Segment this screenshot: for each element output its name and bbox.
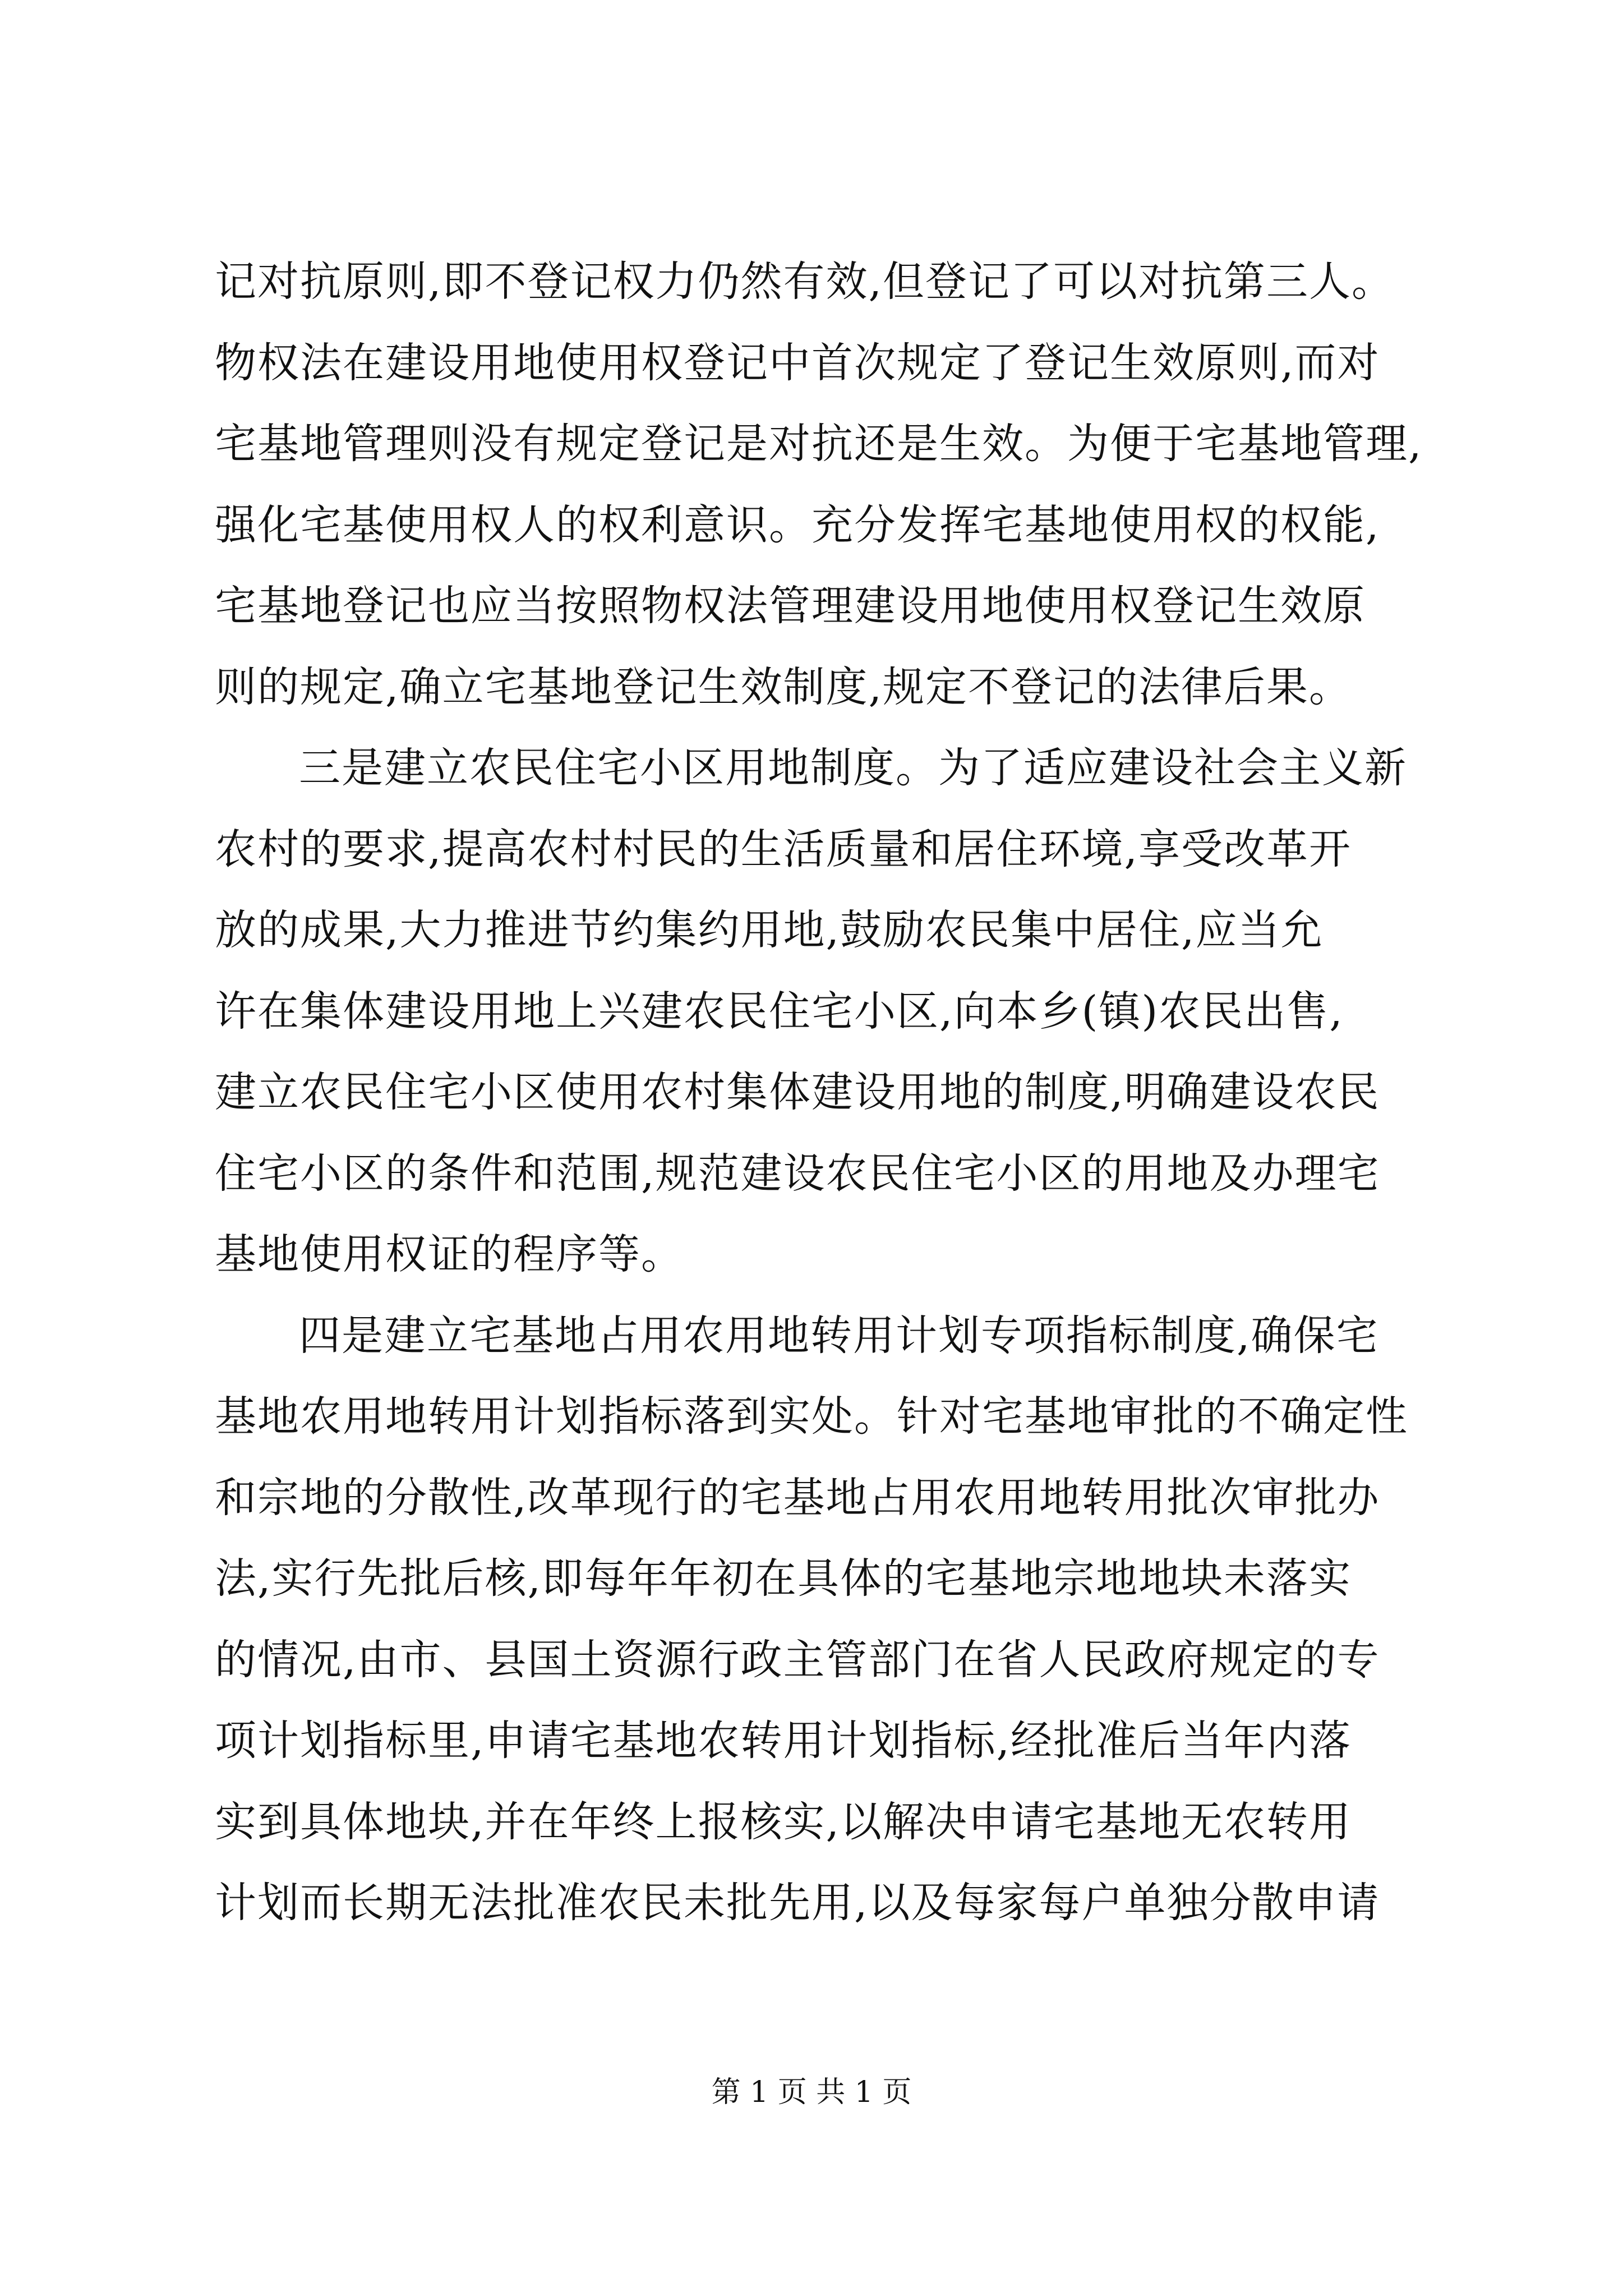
text-line: 计划而长期无法批准农民未批先用,以及每家每户单独分散申请 <box>215 1879 1380 1927</box>
text-line: 许在集体建设用地上兴建农民住宅小区,向本乡(镇)农民出售, <box>215 987 1344 1036</box>
text-line: 法,实行先批后核,即每年年初在具体的宅基地宗地地块未落实 <box>215 1554 1352 1603</box>
text-line: 基地农用地转用计划指标落到实处。针对宅基地审批的不确定性 <box>215 1392 1408 1441</box>
text-line: 宅基地登记也应当按照物权法管理建设用地使用权登记生效原 <box>215 582 1366 630</box>
text-line: 宅基地管理则没有规定登记是对抗还是生效。为便于宅基地管理, <box>215 420 1423 468</box>
text-line: 和宗地的分散性,改革现行的宅基地占用农用地转用批次审批办 <box>215 1473 1380 1522</box>
text-line: 建立农民住宅小区使用农村集体建设用地的制度,明确建设农民 <box>215 1068 1380 1116</box>
body-text <box>215 241 1488 1944</box>
text-line: 记对抗原则,即不登记权力仍然有效,但登记了可以对抗第三人。 <box>215 257 1395 306</box>
text-line: 基地使用权证的程序等。 <box>215 1230 684 1278</box>
text-line: 则的规定,确立宅基地登记生效制度,规定不登记的法律后果。 <box>215 662 1352 711</box>
text-line: 强化宅基使用权人的权利意识。充分发挥宅基地使用权的权能, <box>215 500 1380 549</box>
text-line: 四是建立宅基地占用农用地转用计划专项指标制度,确保宅 <box>299 1311 1379 1360</box>
text-line: 放的成果,大力推进节约集约用地,鼓励农民集中居住,应当允 <box>215 906 1324 954</box>
text-line: 三是建立农民住宅小区用地制度。为了适应建设社会主义新 <box>299 744 1407 792</box>
text-line: 实到具体地块,并在年终上报核实,以解决申请宅基地无农转用 <box>215 1797 1352 1846</box>
text-line: 住宅小区的条件和范围,规范建设农民住宅小区的用地及办理宅 <box>215 1149 1380 1198</box>
page-number-footer: 第 1 页 共 1 页 <box>711 2076 912 2109</box>
text-line: 的情况,由市、县国土资源行政主管部门在省人民政府规定的专 <box>215 1635 1380 1684</box>
text-line: 项计划指标里,申请宅基地农转用计划指标,经批准后当年内落 <box>215 1717 1352 1765</box>
text-line: 物权法在建设用地使用权登记中首次规定了登记生效原则,而对 <box>215 338 1380 387</box>
text-line: 农村的要求,提高农村村民的生活质量和居住环境,享受改革开 <box>215 825 1352 873</box>
